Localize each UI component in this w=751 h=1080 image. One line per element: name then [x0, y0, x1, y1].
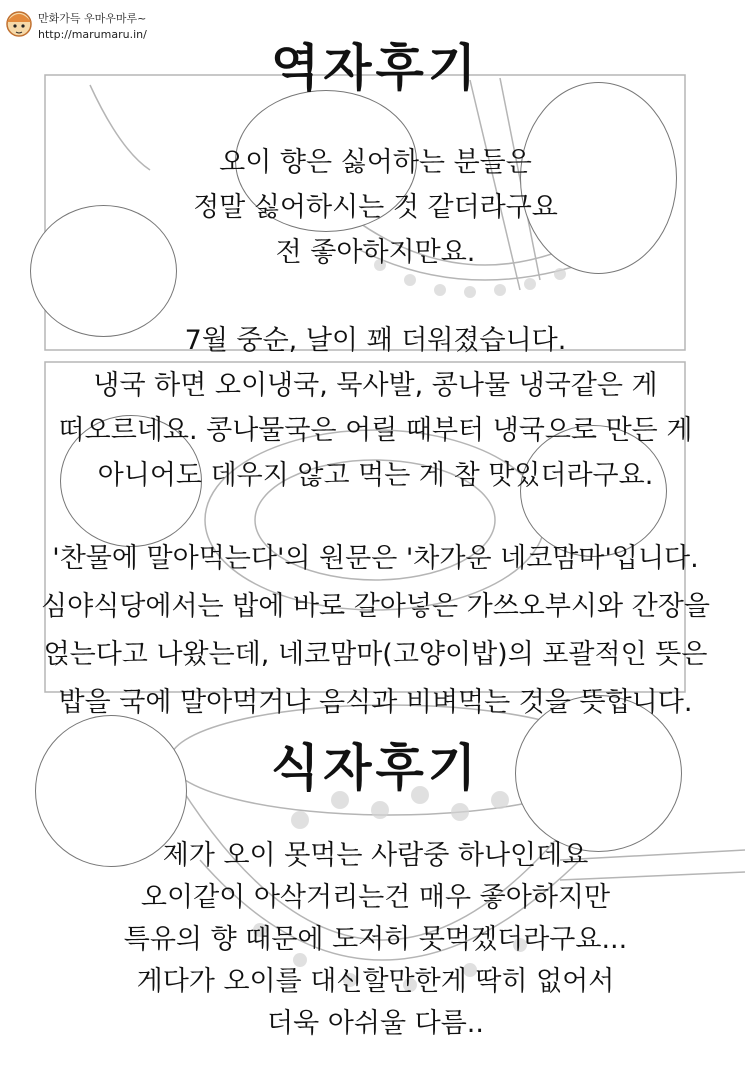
paragraph-1 [0, 140, 751, 275]
text-line: 제가 오이 못먹는 사람중 하나인데요 [162, 840, 589, 871]
text-line: 오이 향은 싫어하는 분들은 [219, 147, 532, 178]
text-line: 심야식당에서는 밥에 바로 갈아넣은 가쓰오부시와 간장을 [41, 591, 710, 622]
paragraph-4 [0, 835, 751, 1045]
text-line: 더욱 아쉬울 다름.. [267, 1008, 484, 1039]
text-line: 전 좋아하지만요. [275, 237, 476, 268]
text-line: 얹는다고 나왔는데, 네코맘마(고양이밥)의 포괄적인 뜻은 [43, 639, 708, 670]
watermark-url: http://marumaru.in/ [38, 28, 147, 41]
text-line: 게다가 오이를 대신할만한게 딱히 없어서 [136, 966, 615, 997]
text-line: 밥을 국에 말아먹거나 음식과 비벼먹는 것을 뜻합니다. [58, 687, 693, 718]
taster-note-heading: 식자후기 [270, 739, 481, 797]
paragraph-2 [0, 318, 751, 498]
text-line: 특유의 향 때문에 도저히 못먹겠더라구요... [123, 924, 628, 955]
text-line: 떠오르네요. 콩나물국은 어릴 때부터 냉국으로 만든 게 [58, 415, 693, 446]
text-line: 오이같이 아삭거리는건 매우 좋아하지만 [140, 882, 611, 913]
text-line: '찬물에 말아먹는다'의 원문은 '차가운 네코맘마'입니다. [52, 543, 699, 574]
text-line: 7월 중순, 날이 꽤 더워졌습니다. [184, 325, 567, 356]
paragraph-3 [0, 535, 751, 727]
text-line: 아니어도 데우지 않고 먹는 게 참 맛있더라구요. [97, 460, 654, 491]
text-line: 정말 싫어하시는 것 같더라구요 [193, 192, 558, 223]
translator-note-heading: 역자후기 [270, 39, 481, 97]
text-line: 냉국 하면 오이냉국, 묵사발, 콩나물 냉국같은 게 [93, 370, 658, 401]
watermark-title: 만화가득 우마우마루~ [38, 12, 147, 25]
